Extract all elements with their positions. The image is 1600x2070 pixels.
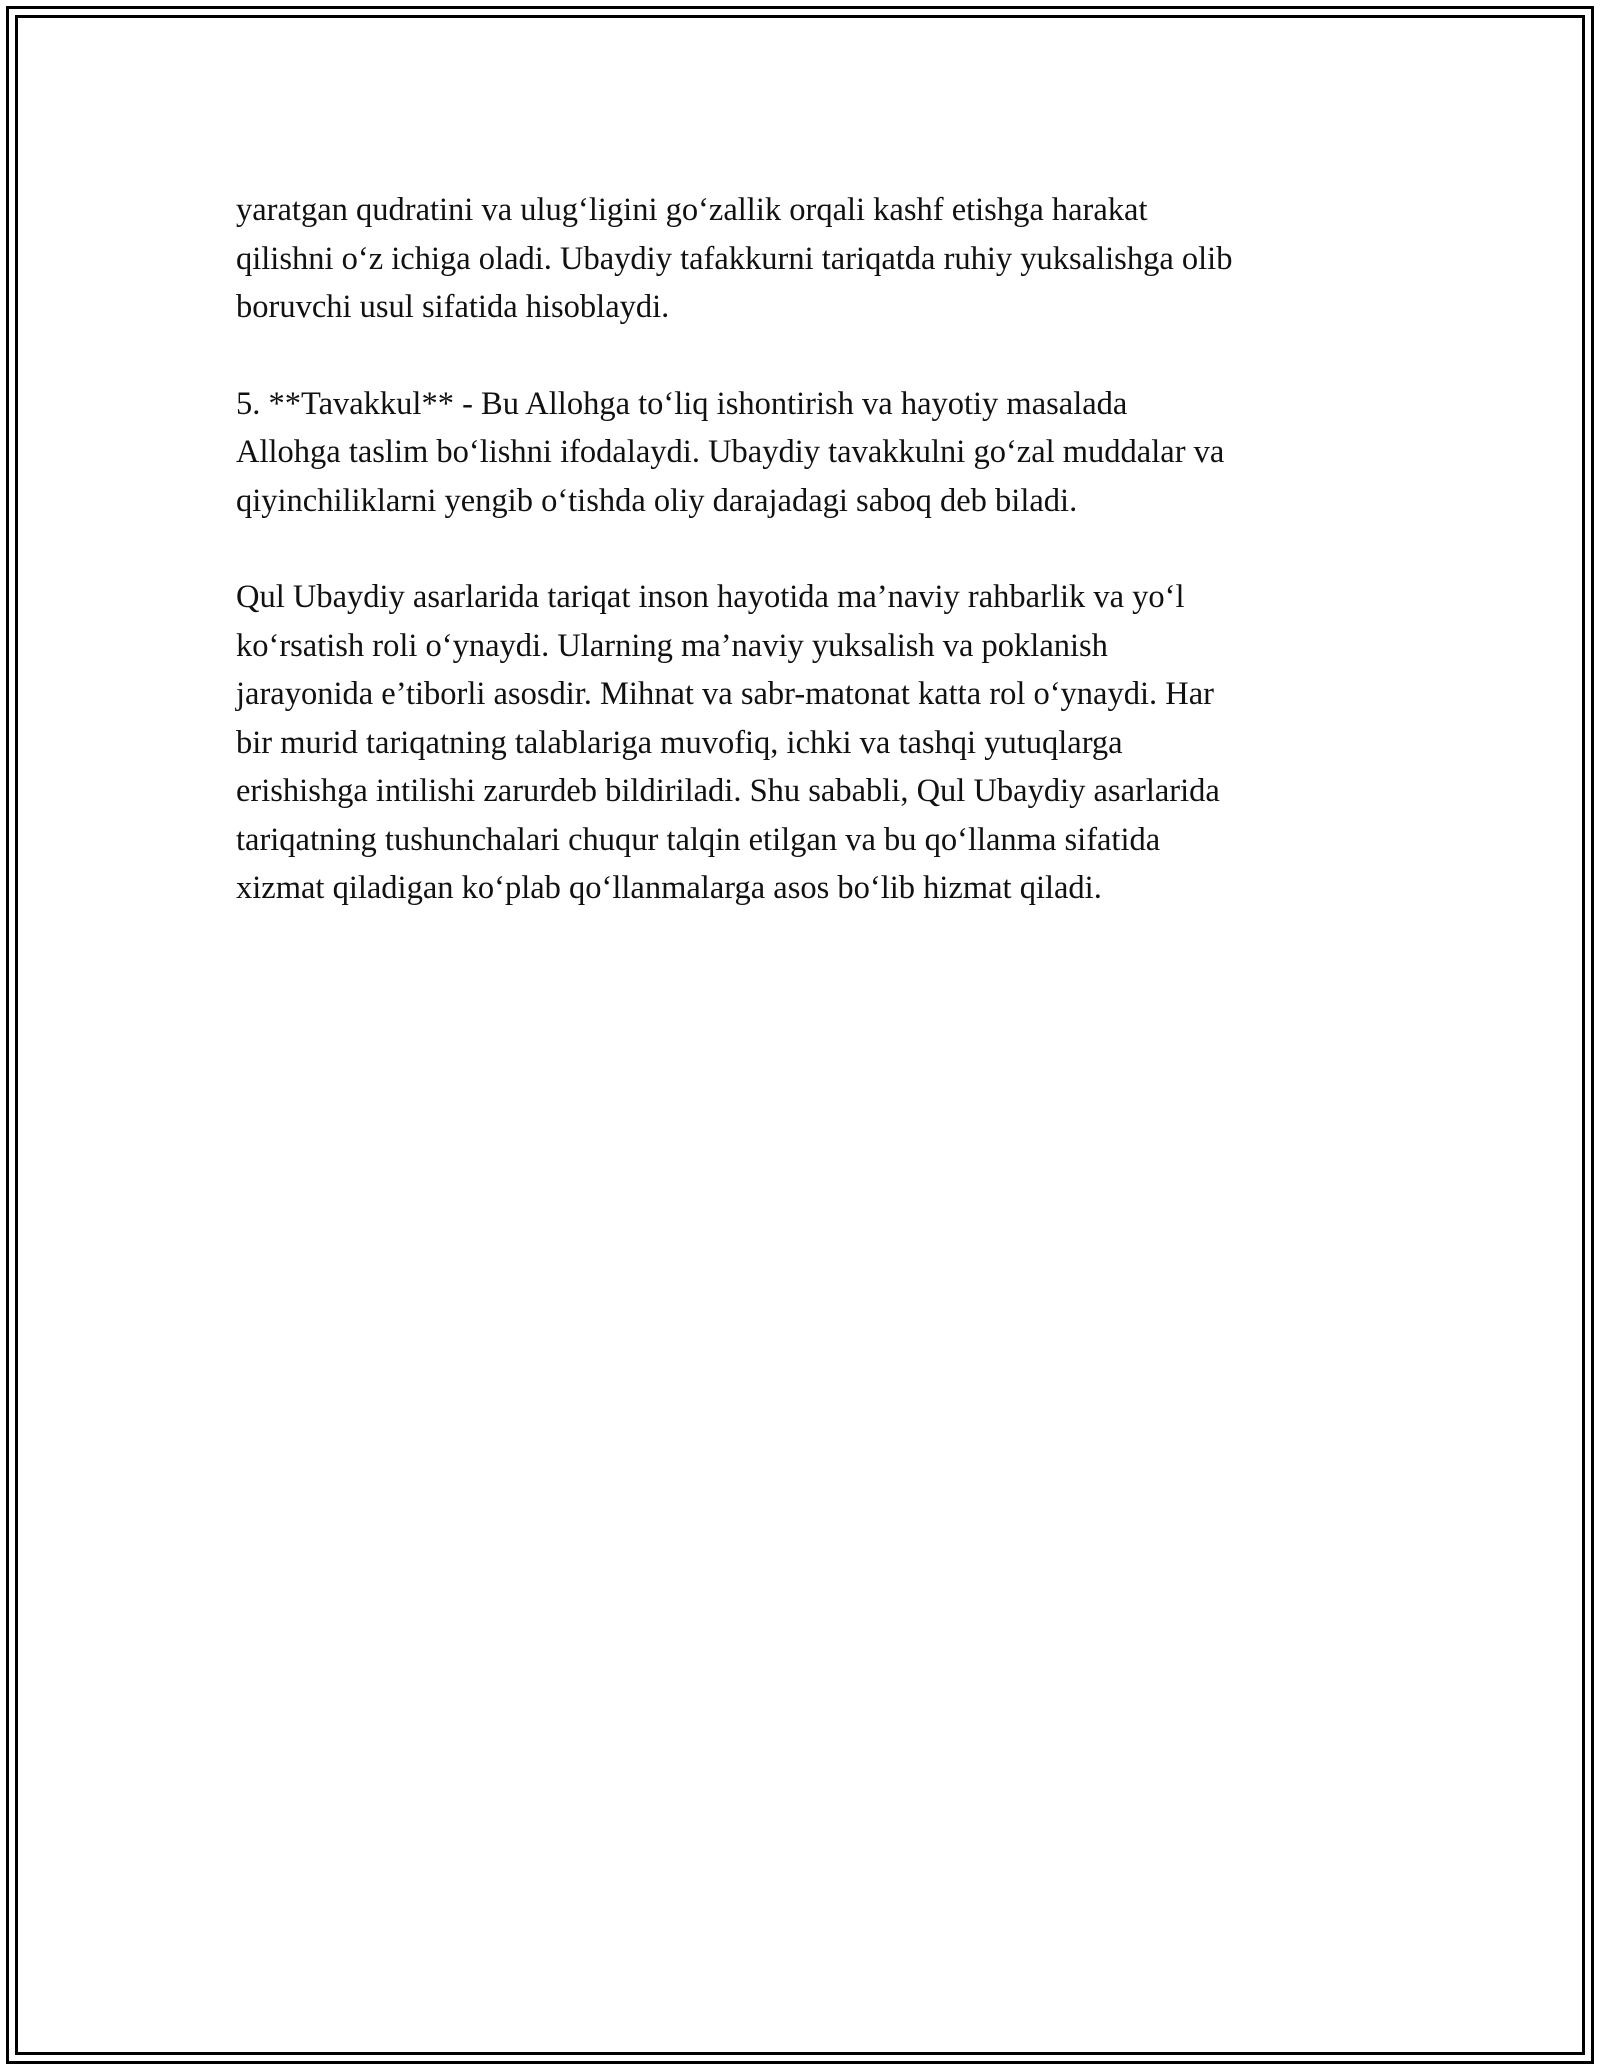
text-line: Allohga taslim bo‘lishni ifodalaydi. Ubaydiy tavakkulni go‘zal muddalar va (236, 434, 1225, 470)
text-line: erishishga intilishi zarurdeb bildiriladi. Shu sababli, Qul Ubaydiy asarlarida (236, 773, 1220, 809)
paragraph-conclusion (236, 573, 1376, 913)
text-line: jarayonida e’tiborli asosdir. Mihnat va sabr-matonat katta rol o‘ynaydi. Har (236, 676, 1214, 712)
paragraph-tafakkur-continuation (236, 186, 1376, 332)
text-line: qilishni o‘z ichiga oladi. Ubaydiy tafakkurni tariqatda ruhiy yuksalishga olib (236, 240, 1233, 277)
text-line: ko‘rsatish roli o‘ynaydi. Ularning ma’naviy yuksalish va poklanish (236, 627, 1108, 664)
text-line: yaratgan qudratini va ulug‘ligini go‘zallik orqali kashf etishga harakat (236, 192, 1148, 228)
text-line: xizmat qiladigan ko‘plab qo‘llanmalarga asos bo‘lib hizmat qiladi. (236, 870, 1102, 906)
text-line: 5. **Tavakkul** - Bu Allohga to‘liq ishontirish va hayotiy masalada (236, 385, 1128, 422)
text-line: bir murid tariqatning talablariga muvofiq, ichki va tashqi yutuqlarga (236, 724, 1123, 761)
text-line: Qul Ubaydiy asarlarida tariqat inson hayotida ma’naviy rahbarlik va yo‘l (236, 579, 1185, 615)
text-line: qiyinchiliklarni yengib o‘tishda oliy darajadagi saboq deb biladi. (236, 482, 1078, 519)
page-content (236, 186, 1376, 961)
text-line: boruvchi usul sifatida hisoblaydi. (236, 289, 670, 325)
text-line: tariqatning tushunchalari chuqur talqin etilgan va bu qo‘llanma sifatida (236, 821, 1161, 858)
paragraph-tavakkul (236, 380, 1376, 526)
